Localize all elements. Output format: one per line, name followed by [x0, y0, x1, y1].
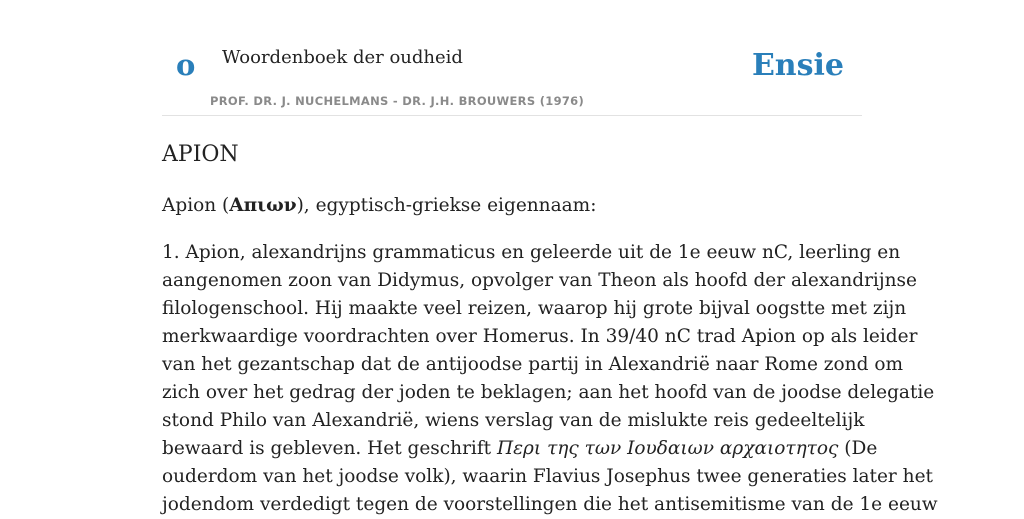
- letter-index-link[interactable]: o: [176, 48, 196, 82]
- body-line: aangenomen zoon van Didymus, opvolger van Theon als hoofd der alexandrijnse: [162, 270, 917, 291]
- body-line: 1. Apion, alexandrijns grammaticus en geleerde uit de 1e eeuw nC, leerling en: [162, 242, 901, 263]
- book-authors: PROF. DR. J. NUCHELMANS - DR. J.H. BROUWERS (1976): [210, 94, 585, 108]
- body-line-with-greek-title: [162, 435, 878, 463]
- body-line: merkwaardige voordrachten over Homerus. In 39/40 nC trad Apion op als leider: [162, 326, 918, 347]
- body-line: stond Philo van Alexandrië, wiens verslag van de mislukte reis gedeeltelijk: [162, 410, 865, 431]
- body-line: jodendom verdedigt tegen de voorstellingen die het antisemitisme van de 1e eeuw: [162, 494, 938, 515]
- body-line: zich over het gedrag der joden te beklagen; aan het hoofd van de joodse delegatie: [162, 382, 935, 403]
- body-line: filologenschool. Hij maakte veel reizen, waarop hij grote bijval oogstte met zijn: [162, 298, 907, 319]
- line-text-after: (De: [838, 438, 878, 459]
- book-title-link[interactable]: Woordenboek der oudheid: [222, 47, 463, 68]
- intro-text-before: Apion (: [162, 195, 230, 216]
- entry-title: APION: [162, 142, 239, 167]
- body-line: ouderdom van het joodse volk), waarin Flavius Josephus twee generaties later het: [162, 466, 933, 487]
- brand-logo-link[interactable]: Ensie: [751, 48, 844, 83]
- article-page: [162, 0, 938, 515]
- greek-name: Απιων: [229, 195, 297, 216]
- intro-text-after: ), egyptisch-griekse eigennaam:: [296, 195, 597, 216]
- book-header: [162, 0, 862, 116]
- greek-work-title: Περι της των Ιουδαιων αρχαιοτητος: [497, 438, 839, 459]
- entry-intro: [162, 192, 862, 220]
- body-line: van het gezantschap dat de antijoodse partij in Alexandrië naar Rome zond om: [162, 354, 903, 375]
- entry-body: [162, 239, 938, 519]
- line-text-before: bewaard is gebleven. Het geschrift: [162, 438, 497, 459]
